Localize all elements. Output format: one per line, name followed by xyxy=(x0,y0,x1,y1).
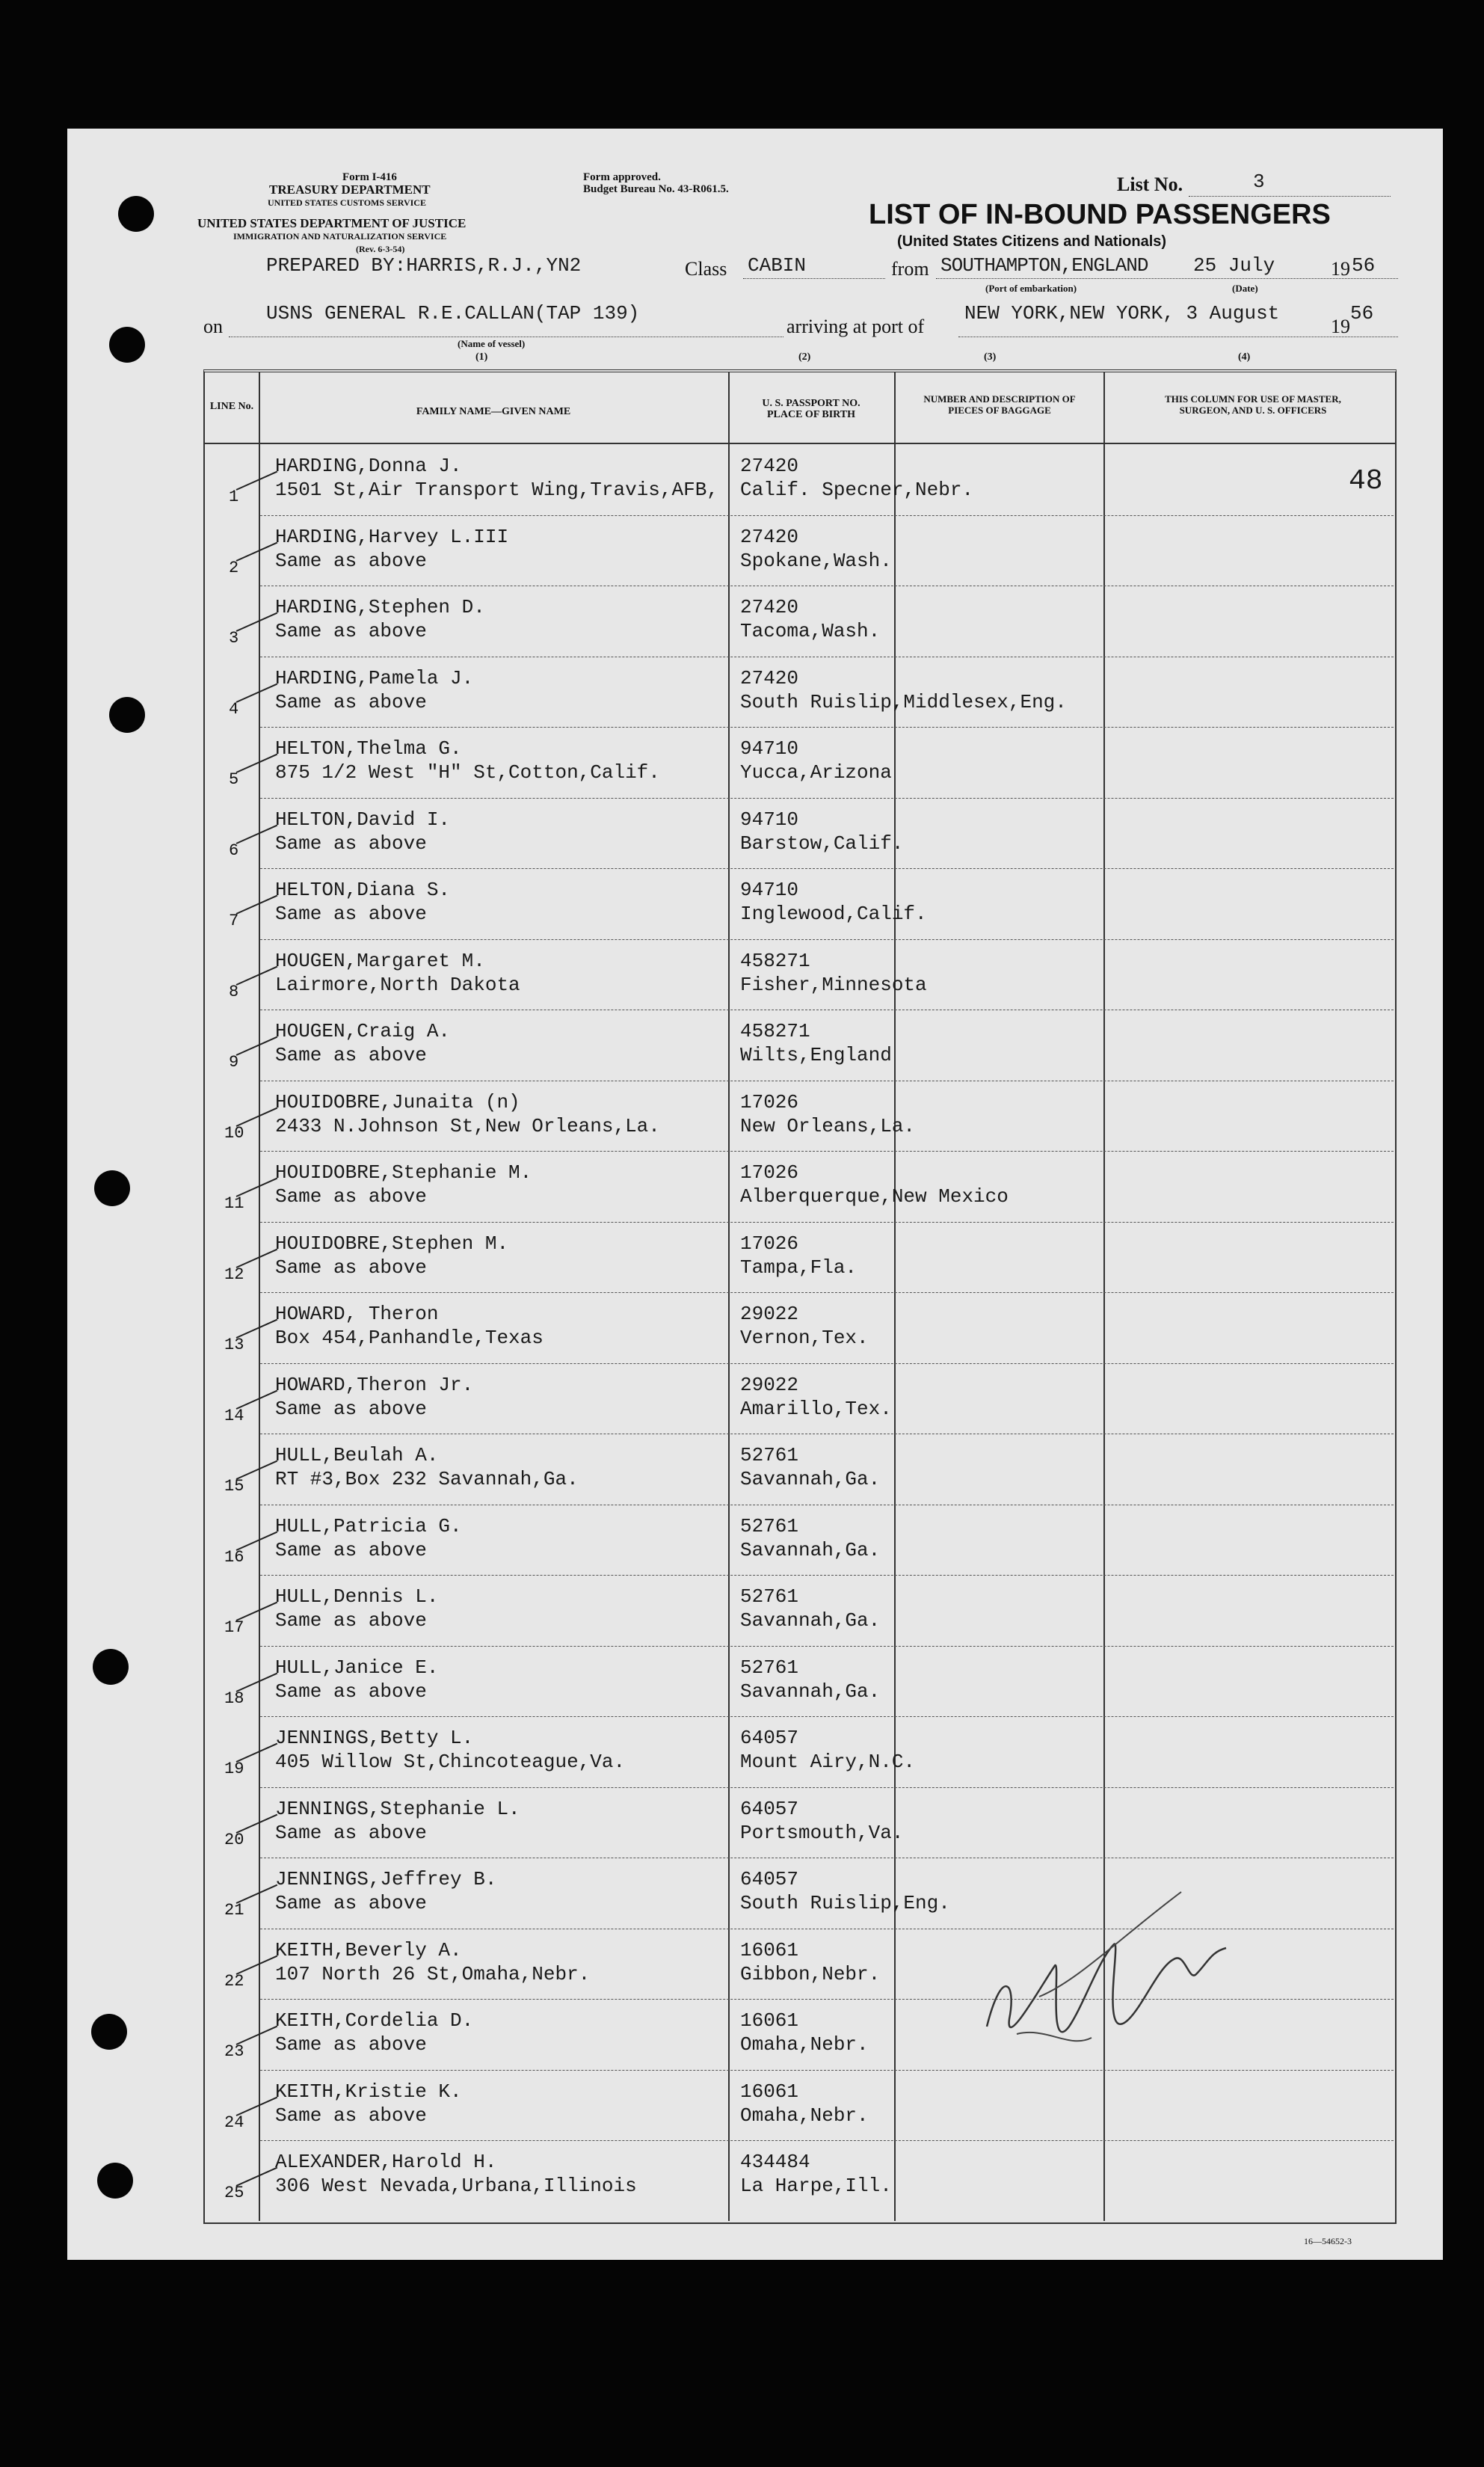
passenger-address: Same as above xyxy=(275,1609,427,1632)
place-of-birth: Spokane,Wash. xyxy=(740,549,892,572)
header-baggage: NUMBER AND DESCRIPTION OF PIECES OF BAGGAGE xyxy=(923,393,1076,416)
year1-value: 56 xyxy=(1352,254,1376,277)
revision-date: (Rev. 6-3-54) xyxy=(356,244,405,254)
passport-number: 17026 xyxy=(740,1090,799,1113)
passenger-address: 2433 N.Johnson St,New Orleans,La. xyxy=(275,1114,660,1137)
row-divider xyxy=(260,1787,1394,1788)
passenger-name: KEITH,Beverly A. xyxy=(275,1938,462,1961)
passenger-name: HARDING,Pamela J. xyxy=(275,666,474,689)
passenger-name: HARDING,Donna J. xyxy=(275,455,462,477)
line-number: 8 xyxy=(229,982,239,1001)
passenger-address: Same as above xyxy=(275,2104,427,2127)
row-divider xyxy=(260,1646,1394,1647)
passport-number: 64057 xyxy=(740,1868,799,1890)
place-of-birth: New Orleans,La. xyxy=(740,1114,916,1137)
passenger-address: Same as above xyxy=(275,1892,427,1914)
passport-number: 64057 xyxy=(740,1727,799,1749)
passenger-name: HOUGEN,Margaret M. xyxy=(275,949,485,972)
col2-number: (2) xyxy=(798,351,811,363)
passenger-name: HULL,Beulah A. xyxy=(275,1444,439,1466)
place-of-birth: South Ruislip,Middlesex,Eng. xyxy=(740,690,1067,713)
place-of-birth: Savannah,Ga. xyxy=(740,1538,881,1561)
place-of-birth: Mount Airy,N.C. xyxy=(740,1751,916,1773)
punch-hole xyxy=(93,1649,129,1685)
passport-number: 27420 xyxy=(740,525,799,548)
prepared-by: PREPARED BY:HARRIS,R.J.,YN2 xyxy=(266,254,582,277)
passport-number: 52761 xyxy=(740,1444,799,1466)
passport-number: 64057 xyxy=(740,1797,799,1820)
passenger-name: HELTON,Diana S. xyxy=(275,879,451,901)
form-number: Form I-416 xyxy=(342,171,397,183)
row-divider xyxy=(260,1363,1394,1364)
passenger-address: RT #3,Box 232 Savannah,Ga. xyxy=(275,1468,579,1490)
passenger-address: Same as above xyxy=(275,690,427,713)
place-of-birth: Yucca,Arizona xyxy=(740,761,892,784)
passenger-name: KEITH,Kristie K. xyxy=(275,2080,462,2103)
col1-number: (1) xyxy=(475,351,488,363)
line-number: 1 xyxy=(229,488,239,506)
line-number: 5 xyxy=(229,770,239,789)
punch-hole xyxy=(109,697,145,733)
passenger-name: HOWARD, Theron xyxy=(275,1303,439,1325)
form-approved: Form approved. xyxy=(583,171,661,183)
passport-number: 52761 xyxy=(740,1514,799,1537)
passenger-address: 875 1/2 West "H" St,Cotton,Calif. xyxy=(275,761,660,784)
passport-number: 27420 xyxy=(740,666,799,689)
passenger-address: Same as above xyxy=(275,620,427,642)
line-number: 19 xyxy=(224,1760,244,1778)
passport-number: 434484 xyxy=(740,2151,810,2173)
passenger-name: ALEXANDER,Harold H. xyxy=(275,2151,497,2173)
passenger-address: Same as above xyxy=(275,1256,427,1279)
passenger-address: 1501 St,Air Transport Wing,Travis,AFB, xyxy=(275,479,718,501)
passport-number: 29022 xyxy=(740,1303,799,1325)
place-of-birth: Amarillo,Tex. xyxy=(740,1397,892,1420)
passport-number: 16061 xyxy=(740,1938,799,1961)
margin-number: 48 xyxy=(1349,465,1383,497)
passenger-address: Same as above xyxy=(275,549,427,572)
passenger-name: HOUGEN,Craig A. xyxy=(275,1020,451,1042)
place-of-birth: Gibbon,Nebr. xyxy=(740,1962,881,1985)
row-divider xyxy=(260,1222,1394,1223)
passenger-address: 405 Willow St,Chincoteague,Va. xyxy=(275,1751,626,1773)
passenger-name: HARDING,Harvey L.III xyxy=(275,525,509,548)
passenger-address: Same as above xyxy=(275,903,427,925)
line-number: 4 xyxy=(229,699,239,719)
punch-hole xyxy=(91,2014,127,2050)
date-caption: (Date) xyxy=(1232,283,1258,294)
passport-number: 27420 xyxy=(740,596,799,618)
line-number: 17 xyxy=(224,1618,244,1637)
passport-number: 17026 xyxy=(740,1161,799,1184)
passport-number: 16061 xyxy=(740,2080,799,2103)
line-number: 15 xyxy=(224,1477,244,1496)
passenger-address: Same as above xyxy=(275,1185,427,1208)
place-of-birth: Omaha,Nebr. xyxy=(740,2033,869,2056)
line-number: 10 xyxy=(224,1123,244,1143)
passenger-name: HELTON,Thelma G. xyxy=(275,737,462,760)
passport-number: 16061 xyxy=(740,2009,799,2032)
header-passport: U. S. PASSPORT NO. PLACE OF BIRTH xyxy=(762,398,860,420)
place-of-birth: Wilts,England xyxy=(740,1044,892,1066)
from-label: from xyxy=(891,258,929,280)
list-no-value: 3 xyxy=(1253,170,1265,193)
col-divider xyxy=(894,372,896,2221)
line-number: 9 xyxy=(229,1053,239,1072)
row-divider xyxy=(260,868,1394,869)
year2-prefix: 19 xyxy=(1331,316,1350,337)
year2-value: 56 xyxy=(1350,302,1374,325)
port-caption: (Port of embarkation) xyxy=(985,283,1077,294)
header-rule xyxy=(205,443,1395,444)
passenger-name: KEITH,Cordelia D. xyxy=(275,2009,474,2032)
line-number: 13 xyxy=(224,1336,244,1354)
year1-prefix: 19 xyxy=(1331,258,1350,280)
row-divider xyxy=(260,1151,1394,1152)
passenger-address: Box 454,Panhandle,Texas xyxy=(275,1327,544,1349)
class-underline xyxy=(743,278,885,279)
passenger-name: HULL,Patricia G. xyxy=(275,1514,462,1537)
vessel-caption: (Name of vessel) xyxy=(458,338,526,349)
passenger-address: Same as above xyxy=(275,1821,427,1844)
passenger-name: HULL,Dennis L. xyxy=(275,1585,439,1608)
line-number: 20 xyxy=(224,1830,244,1849)
place-of-birth: Calif. Specner,Nebr. xyxy=(740,479,974,501)
from-underline xyxy=(936,278,1398,279)
passenger-address: Same as above xyxy=(275,1538,427,1561)
place-of-birth: Tacoma,Wash. xyxy=(740,620,881,642)
place-of-birth: Fisher,Minnesota xyxy=(740,973,927,996)
treasury-dept: TREASURY DEPARTMENT xyxy=(269,182,431,197)
place-of-birth: Barstow,Calif. xyxy=(740,832,904,855)
col3-number: (3) xyxy=(984,351,997,363)
row-divider xyxy=(260,1575,1394,1576)
place-of-birth: Inglewood,Calif. xyxy=(740,903,927,925)
row-divider xyxy=(260,515,1394,516)
passport-number: 94710 xyxy=(740,737,799,760)
line-number: 24 xyxy=(224,2113,244,2132)
passport-number: 458271 xyxy=(740,949,810,972)
line-number: 6 xyxy=(229,841,239,860)
line-number: 14 xyxy=(224,1406,244,1425)
line-number: 12 xyxy=(224,1265,244,1284)
footer-code: 16—54652-3 xyxy=(1304,2236,1352,2246)
line-number: 18 xyxy=(224,1689,244,1708)
col-divider xyxy=(259,372,260,2221)
from-port: SOUTHAMPTON,ENGLAND xyxy=(940,254,1148,277)
row-divider xyxy=(260,1716,1394,1717)
row-divider xyxy=(260,2140,1394,2141)
place-of-birth: Alberquerque,New Mexico xyxy=(740,1185,1009,1208)
place-of-birth: Tampa,Fla. xyxy=(740,1256,858,1279)
on-label: on xyxy=(203,316,223,337)
line-number: 21 xyxy=(224,1901,244,1920)
from-date: 25 July xyxy=(1193,254,1275,277)
header-line-no: LINE No. xyxy=(209,401,254,412)
place-of-birth: Savannah,Ga. xyxy=(740,1468,881,1490)
passenger-name: HOUIDOBRE,Stephen M. xyxy=(275,1232,509,1255)
page-subtitle: (United States Citizens and Nationals) xyxy=(897,233,1167,250)
justice-dept: UNITED STATES DEPARTMENT OF JUSTICE xyxy=(197,216,467,230)
row-divider xyxy=(260,939,1394,940)
passenger-address: 306 West Nevada,Urbana,Illinois xyxy=(275,2175,637,2197)
line-number: 2 xyxy=(229,558,239,577)
class-value: CABIN xyxy=(748,254,807,277)
line-number: 25 xyxy=(224,2184,244,2202)
header-officers: THIS COLUMN FOR USE OF MASTER, SURGEON, AND U. S. OFFICERS xyxy=(1165,393,1341,416)
customs-service: UNITED STATES CUSTOMS SERVICE xyxy=(268,197,426,208)
class-label: Class xyxy=(685,258,727,280)
row-divider xyxy=(260,1292,1394,1293)
vessel-name: USNS GENERAL R.E.CALLAN(TAP 139) xyxy=(266,302,640,325)
list-no-underline xyxy=(1189,196,1391,197)
place-of-birth: Vernon,Tex. xyxy=(740,1327,869,1349)
line-number: 7 xyxy=(229,912,239,930)
passenger-address: Same as above xyxy=(275,1397,427,1420)
passport-number: 94710 xyxy=(740,808,799,831)
officer-signature xyxy=(972,1877,1241,2071)
row-divider xyxy=(260,727,1394,728)
budget-bureau: Budget Bureau No. 43-R061.5. xyxy=(583,183,729,195)
passport-number: 458271 xyxy=(740,1020,810,1042)
place-of-birth: La Harpe,Ill. xyxy=(740,2175,892,2197)
passport-number: 17026 xyxy=(740,1232,799,1255)
col4-number: (4) xyxy=(1238,351,1251,363)
place-of-birth: Portsmouth,Va. xyxy=(740,1821,904,1844)
line-number: 3 xyxy=(229,629,239,648)
arriving-label: arriving at port of xyxy=(786,316,925,337)
line-number: 16 xyxy=(224,1547,244,1567)
line-number: 23 xyxy=(224,2042,244,2061)
passenger-name: JENNINGS,Jeffrey B. xyxy=(275,1868,497,1890)
place-of-birth: Omaha,Nebr. xyxy=(740,2104,869,2127)
passenger-address: 107 North 26 St,Omaha,Nebr. xyxy=(275,1962,591,1985)
place-of-birth: Savannah,Ga. xyxy=(740,1609,881,1632)
row-divider xyxy=(260,798,1394,799)
passenger-address: Lairmore,North Dakota xyxy=(275,973,520,996)
arrival-port: NEW YORK,NEW YORK, 3 August xyxy=(964,302,1280,325)
header-name: FAMILY NAME—GIVEN NAME xyxy=(416,406,571,417)
passport-number: 52761 xyxy=(740,1585,799,1608)
punch-hole xyxy=(97,2163,133,2199)
place-of-birth: Savannah,Ga. xyxy=(740,1680,881,1703)
line-number: 22 xyxy=(224,1971,244,1991)
line-number: 11 xyxy=(224,1194,244,1213)
punch-hole xyxy=(109,327,145,363)
punch-hole xyxy=(94,1170,130,1206)
passenger-name: JENNINGS,Betty L. xyxy=(275,1727,474,1749)
passport-number: 94710 xyxy=(740,879,799,901)
ins-service: IMMIGRATION AND NATURALIZATION SERVICE xyxy=(233,231,447,242)
passport-number: 27420 xyxy=(740,455,799,477)
passenger-name: HULL,Janice E. xyxy=(275,1656,439,1679)
passenger-address: Same as above xyxy=(275,1044,427,1066)
passenger-name: HELTON,David I. xyxy=(275,808,451,831)
list-no-label: List No. xyxy=(1117,173,1183,195)
col-divider xyxy=(728,372,730,2221)
passenger-address: Same as above xyxy=(275,2033,427,2056)
passport-number: 29022 xyxy=(740,1373,799,1396)
passenger-name: HARDING,Stephen D. xyxy=(275,596,485,618)
passenger-address: Same as above xyxy=(275,832,427,855)
passenger-name: JENNINGS,Stephanie L. xyxy=(275,1797,520,1820)
place-of-birth: South Ruislip,Eng. xyxy=(740,1892,950,1914)
passenger-name: HOUIDOBRE,Junaita (n) xyxy=(275,1090,520,1113)
passenger-name: HOWARD,Theron Jr. xyxy=(275,1373,474,1396)
passport-number: 52761 xyxy=(740,1656,799,1679)
passenger-name: HOUIDOBRE,Stephanie M. xyxy=(275,1161,532,1184)
page-title: LIST OF IN-BOUND PASSENGERS xyxy=(869,199,1331,230)
punch-hole xyxy=(118,196,154,232)
passenger-address: Same as above xyxy=(275,1680,427,1703)
